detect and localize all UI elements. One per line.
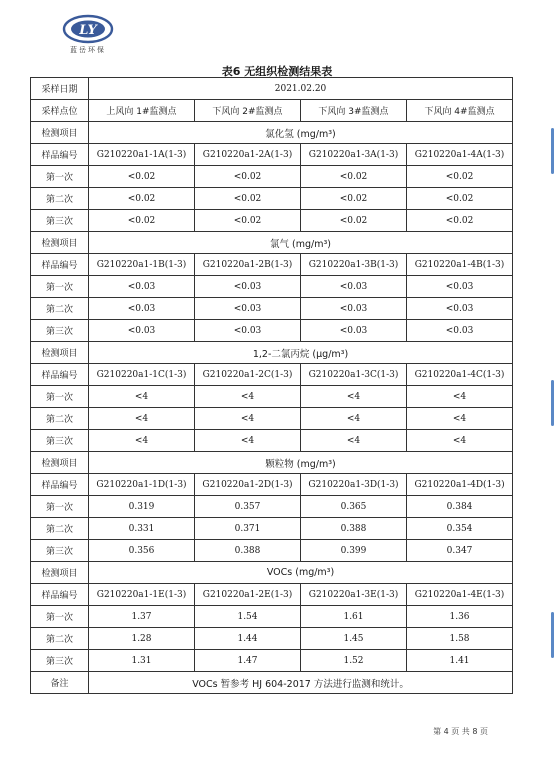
row-label: 采样点位: [31, 100, 89, 122]
result-value: <4: [195, 408, 301, 430]
result-value: 0.388: [301, 518, 407, 540]
sample-id: G210220a1-4B(1-3): [407, 254, 513, 276]
result-value: 0.388: [195, 540, 301, 562]
row-label: 第二次: [31, 408, 89, 430]
sample-id: G210220a1-2C(1-3): [195, 364, 301, 386]
table-row: [31, 320, 513, 342]
test-item-name: VOCs (mg/m³): [89, 562, 513, 584]
row-label: 检测项目: [31, 342, 89, 364]
row-label: 第二次: [31, 188, 89, 210]
result-value: 1.37: [89, 606, 195, 628]
row-label: 样品编号: [31, 144, 89, 166]
sample-id: G210220a1-1B(1-3): [89, 254, 195, 276]
row-label: 检测项目: [31, 232, 89, 254]
logo-text: 蓝岳环保: [70, 46, 106, 54]
sample-id: G210220a1-2E(1-3): [195, 584, 301, 606]
page-number: 第 4 页 共 8 页: [433, 727, 488, 736]
row-label: 第二次: [31, 298, 89, 320]
table-row: [31, 474, 513, 496]
sample-id: G210220a1-4C(1-3): [407, 364, 513, 386]
result-value: 1.54: [195, 606, 301, 628]
result-value: 0.365: [301, 496, 407, 518]
result-value: <0.02: [407, 166, 513, 188]
table-row: [31, 254, 513, 276]
sample-id: G210220a1-4D(1-3): [407, 474, 513, 496]
row-label: 第三次: [31, 320, 89, 342]
table-title: 表6 无组织检测结果表: [221, 65, 333, 78]
row-label: 备注: [31, 672, 89, 694]
result-value: <0.02: [407, 210, 513, 232]
result-value: 0.347: [407, 540, 513, 562]
result-value: 0.354: [407, 518, 513, 540]
table-row: [31, 672, 513, 694]
result-value: <0.02: [89, 166, 195, 188]
result-value: 0.331: [89, 518, 195, 540]
result-value: 1.31: [89, 650, 195, 672]
test-item-name: 颗粒物 (mg/m³): [89, 452, 513, 474]
result-value: 1.41: [407, 650, 513, 672]
sampling-point-header: 下风向 4#监测点: [407, 100, 513, 122]
row-label: 第一次: [31, 606, 89, 628]
result-value: <0.02: [301, 210, 407, 232]
result-value: <0.03: [89, 320, 195, 342]
svg-text:LY: LY: [79, 23, 97, 38]
result-value: <0.02: [301, 166, 407, 188]
result-value: <4: [407, 408, 513, 430]
table-row: [31, 342, 513, 364]
result-value: <0.03: [89, 298, 195, 320]
result-value: <0.03: [195, 276, 301, 298]
row-label: 检测项目: [31, 562, 89, 584]
result-value: <4: [301, 430, 407, 452]
row-label: 第一次: [31, 276, 89, 298]
row-label: 第二次: [31, 518, 89, 540]
result-value: 0.371: [195, 518, 301, 540]
table-row: [31, 496, 513, 518]
sample-id: G210220a1-1E(1-3): [89, 584, 195, 606]
row-label: 第一次: [31, 166, 89, 188]
table-row: [31, 430, 513, 452]
table-row: [31, 386, 513, 408]
result-value: <0.02: [301, 188, 407, 210]
sample-id: G210220a1-2D(1-3): [195, 474, 301, 496]
row-label: 检测项目: [31, 452, 89, 474]
sample-id: G210220a1-3E(1-3): [301, 584, 407, 606]
result-value: 1.45: [301, 628, 407, 650]
result-value: <0.03: [195, 298, 301, 320]
sampling-point-header: 上风向 1#监测点: [89, 100, 195, 122]
result-value: <0.03: [89, 276, 195, 298]
sampling-point-header: 下风向 2#监测点: [195, 100, 301, 122]
result-value: 0.319: [89, 496, 195, 518]
sample-id: G210220a1-1D(1-3): [89, 474, 195, 496]
result-value: <4: [407, 386, 513, 408]
sample-id: G210220a1-4A(1-3): [407, 144, 513, 166]
table-row: [31, 540, 513, 562]
table-row: [31, 232, 513, 254]
table-row: [31, 628, 513, 650]
result-value: <4: [195, 430, 301, 452]
row-label: 第一次: [31, 386, 89, 408]
table-row: [31, 144, 513, 166]
table-row: [31, 78, 513, 100]
result-value: 1.36: [407, 606, 513, 628]
remark-text: VOCs 暂参考 HJ 604-2017 方法进行监测和统计。: [89, 672, 513, 694]
row-label: 采样日期: [31, 78, 89, 100]
result-value: <0.03: [301, 276, 407, 298]
sample-id: G210220a1-3C(1-3): [301, 364, 407, 386]
sampling-point-header: 下风向 3#监测点: [301, 100, 407, 122]
table-row: [31, 100, 513, 122]
results-table: [30, 77, 513, 694]
result-value: <4: [407, 430, 513, 452]
sample-id: G210220a1-4E(1-3): [407, 584, 513, 606]
test-item-name: 氯气 (mg/m³): [89, 232, 513, 254]
result-value: <4: [89, 386, 195, 408]
result-value: 0.357: [195, 496, 301, 518]
table-row: [31, 518, 513, 540]
result-value: 0.399: [301, 540, 407, 562]
result-value: <4: [89, 430, 195, 452]
result-value: <0.03: [407, 298, 513, 320]
sample-id: G210220a1-2B(1-3): [195, 254, 301, 276]
row-label: 样品编号: [31, 254, 89, 276]
result-value: 0.384: [407, 496, 513, 518]
table-row: [31, 122, 513, 144]
table-row: [31, 452, 513, 474]
result-value: <0.02: [195, 210, 301, 232]
result-value: <0.03: [301, 320, 407, 342]
test-item-name: 氯化氢 (mg/m³): [89, 122, 513, 144]
row-label: 样品编号: [31, 584, 89, 606]
result-value: <0.03: [407, 320, 513, 342]
result-value: <4: [301, 386, 407, 408]
result-value: <4: [89, 408, 195, 430]
result-value: <0.03: [301, 298, 407, 320]
row-label: 第三次: [31, 650, 89, 672]
sample-id: G210220a1-3D(1-3): [301, 474, 407, 496]
table-row: [31, 166, 513, 188]
company-logo: [60, 14, 116, 55]
table-row: [31, 584, 513, 606]
sample-id: G210220a1-1A(1-3): [89, 144, 195, 166]
row-label: 样品编号: [31, 474, 89, 496]
result-value: <0.02: [195, 188, 301, 210]
result-value: 1.47: [195, 650, 301, 672]
row-label: 第三次: [31, 210, 89, 232]
result-value: <0.03: [407, 276, 513, 298]
result-value: <4: [195, 386, 301, 408]
result-value: <0.02: [407, 188, 513, 210]
result-value: <0.03: [195, 320, 301, 342]
row-label: 第三次: [31, 430, 89, 452]
table-row: [31, 408, 513, 430]
table-row: [31, 276, 513, 298]
result-value: 1.44: [195, 628, 301, 650]
table-row: [31, 650, 513, 672]
result-value: 0.356: [89, 540, 195, 562]
ly-logo-icon: [62, 14, 114, 44]
result-value: 1.58: [407, 628, 513, 650]
sample-id: G210220a1-3B(1-3): [301, 254, 407, 276]
result-value: <0.02: [89, 188, 195, 210]
table-row: [31, 562, 513, 584]
table-row: [31, 606, 513, 628]
result-value: 1.28: [89, 628, 195, 650]
table-row: [31, 188, 513, 210]
sample-id: G210220a1-3A(1-3): [301, 144, 407, 166]
row-label: 第二次: [31, 628, 89, 650]
row-label: 样品编号: [31, 364, 89, 386]
table-row: [31, 298, 513, 320]
row-label: 第一次: [31, 496, 89, 518]
test-item-name: 1,2-二氯丙烷 (μg/m³): [89, 342, 513, 364]
table-row: [31, 364, 513, 386]
result-value: 1.52: [301, 650, 407, 672]
result-value: <0.02: [89, 210, 195, 232]
row-label: 检测项目: [31, 122, 89, 144]
result-value: 1.61: [301, 606, 407, 628]
sample-id: G210220a1-2A(1-3): [195, 144, 301, 166]
sample-id: G210220a1-1C(1-3): [89, 364, 195, 386]
sampling-date: 2021.02.20: [89, 78, 513, 100]
row-label: 第三次: [31, 540, 89, 562]
result-value: <4: [301, 408, 407, 430]
table-row: [31, 210, 513, 232]
result-value: <0.02: [195, 166, 301, 188]
